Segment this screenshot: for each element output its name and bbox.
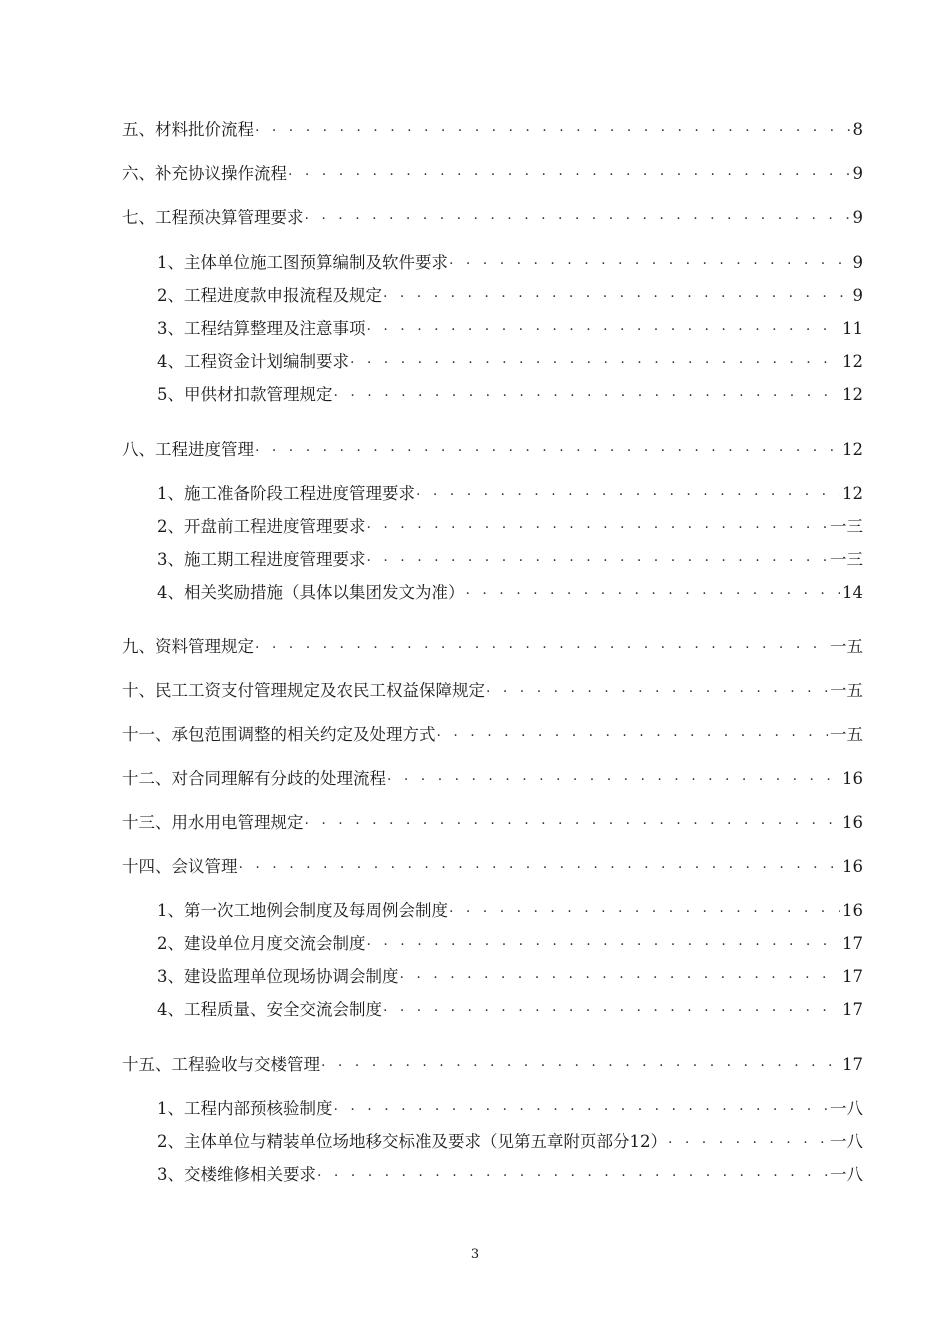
toc-page: 9 <box>852 253 863 272</box>
toc-page: 14 <box>842 583 863 602</box>
toc-row <box>122 634 863 658</box>
leader-dots <box>449 897 840 919</box>
toc-title: 2、开盘前工程进度管理要求 <box>157 517 366 536</box>
toc-page: 9 <box>852 164 863 183</box>
leader-dots <box>255 633 828 655</box>
leader-dots <box>383 996 840 1018</box>
toc-title: 5、甲供材扣款管理规定 <box>157 385 333 404</box>
toc-title: 1、工程内部预核验制度 <box>157 1099 333 1118</box>
toc-page: 一八 <box>830 1165 863 1184</box>
toc-row <box>122 854 863 878</box>
toc-title: 1、主体单位施工图预算编制及软件要求 <box>157 253 448 272</box>
toc-row <box>157 316 863 340</box>
leader-dots <box>305 809 841 831</box>
toc-row <box>157 547 863 571</box>
toc-page: 12 <box>842 440 863 459</box>
toc-title: 2、建设单位月度交流会制度 <box>157 934 366 953</box>
toc-page: 9 <box>852 286 863 305</box>
toc-title: 4、相关奖励措施（具体以集团发文为准） <box>157 583 465 602</box>
toc-row <box>157 283 863 307</box>
leader-dots <box>367 930 841 952</box>
toc-page: 一五 <box>830 725 863 744</box>
toc-row <box>157 964 863 988</box>
toc-row <box>122 766 863 790</box>
toc-page: 一三 <box>830 550 863 569</box>
toc-page: 12 <box>842 385 863 404</box>
toc-page: 16 <box>842 901 863 920</box>
toc-title: 3、交楼维修相关要求 <box>157 1165 316 1184</box>
toc-row <box>157 1162 863 1186</box>
toc-title: 九、资料管理规定 <box>122 637 254 656</box>
toc-row <box>122 678 863 702</box>
toc-row <box>122 161 863 185</box>
toc-title: 十、民工工资支付管理规定及农民工权益保障规定 <box>122 681 485 700</box>
leader-dots <box>466 579 841 601</box>
toc-row <box>157 1096 863 1120</box>
toc-title: 十五、工程验收与交楼管理 <box>122 1055 320 1074</box>
toc-title: 1、施工准备阶段工程进度管理要求 <box>157 484 415 503</box>
leader-dots <box>383 282 851 304</box>
toc-title: 八、工程进度管理 <box>122 440 254 459</box>
toc-title: 十一、承包范围调整的相关约定及处理方式 <box>122 725 436 744</box>
leader-dots <box>239 853 841 875</box>
toc-row <box>157 514 863 538</box>
toc-page: 17 <box>842 1055 863 1074</box>
toc-page: 12 <box>842 352 863 371</box>
toc-title: 2、主体单位与精装单位场地移交标准及要求（见第五章附页部分12） <box>157 1132 667 1151</box>
leader-dots <box>387 765 840 787</box>
toc-page: 16 <box>842 857 863 876</box>
toc-title: 2、工程进度款申报流程及规定 <box>157 286 382 305</box>
toc-row <box>122 810 863 834</box>
toc-title: 五、材料批价流程 <box>122 120 254 139</box>
toc-title: 六、补充协议操作流程 <box>122 164 287 183</box>
toc-page: 11 <box>842 319 863 338</box>
toc-page: 一八 <box>830 1099 863 1118</box>
page-number: 3 <box>470 1247 480 1262</box>
toc-page: 9 <box>852 208 863 227</box>
leader-dots <box>334 1095 829 1117</box>
toc-page: 一五 <box>830 637 863 656</box>
toc-row <box>122 437 863 461</box>
toc-row <box>157 481 863 505</box>
toc-row <box>157 250 863 274</box>
toc-title: 3、建设监理单位现场协调会制度 <box>157 967 399 986</box>
leader-dots <box>437 721 829 743</box>
toc-title: 4、工程资金计划编制要求 <box>157 352 349 371</box>
toc-row <box>157 997 863 1021</box>
toc-row <box>157 898 863 922</box>
leader-dots <box>367 315 841 337</box>
toc-page: 17 <box>842 1000 863 1019</box>
toc-title: 十二、对合同理解有分歧的处理流程 <box>122 769 386 788</box>
leader-dots <box>350 348 840 370</box>
toc-page: 一三 <box>830 517 863 536</box>
leader-dots <box>449 249 851 271</box>
toc-row <box>157 382 863 406</box>
leader-dots <box>367 546 829 568</box>
toc-page: 8 <box>852 120 863 139</box>
toc-row <box>122 117 863 141</box>
toc-title: 4、工程质量、安全交流会制度 <box>157 1000 382 1019</box>
toc-page: 16 <box>842 769 863 788</box>
leader-dots <box>334 381 841 403</box>
leader-dots <box>486 677 828 699</box>
toc-row <box>157 580 863 604</box>
leader-dots <box>416 480 840 502</box>
toc-title: 十四、会议管理 <box>122 857 238 876</box>
toc-row <box>122 205 863 229</box>
toc-row <box>122 1052 863 1076</box>
toc-page: 17 <box>842 967 863 986</box>
toc-page: 16 <box>842 813 863 832</box>
toc-row <box>122 722 863 746</box>
toc-title: 3、工程结算整理及注意事项 <box>157 319 366 338</box>
leader-dots <box>321 1051 840 1073</box>
toc-row <box>157 931 863 955</box>
toc-title: 1、第一次工地例会制度及每周例会制度 <box>157 901 448 920</box>
leader-dots <box>305 204 851 226</box>
toc-page: 一八 <box>830 1132 863 1151</box>
toc-page: 17 <box>842 934 863 953</box>
leader-dots <box>367 513 829 535</box>
leader-dots <box>255 116 851 138</box>
toc-row <box>157 349 863 373</box>
toc-title: 十三、用水用电管理规定 <box>122 813 304 832</box>
leader-dots <box>400 963 841 985</box>
toc-title: 3、施工期工程进度管理要求 <box>157 550 366 569</box>
toc-page: 12 <box>842 484 863 503</box>
leader-dots <box>288 160 851 182</box>
toc-row <box>157 1129 863 1153</box>
toc-title: 七、工程预决算管理要求 <box>122 208 304 227</box>
leader-dots <box>317 1161 828 1183</box>
leader-dots <box>255 436 840 458</box>
leader-dots <box>668 1128 828 1150</box>
toc-page: 一五 <box>830 681 863 700</box>
